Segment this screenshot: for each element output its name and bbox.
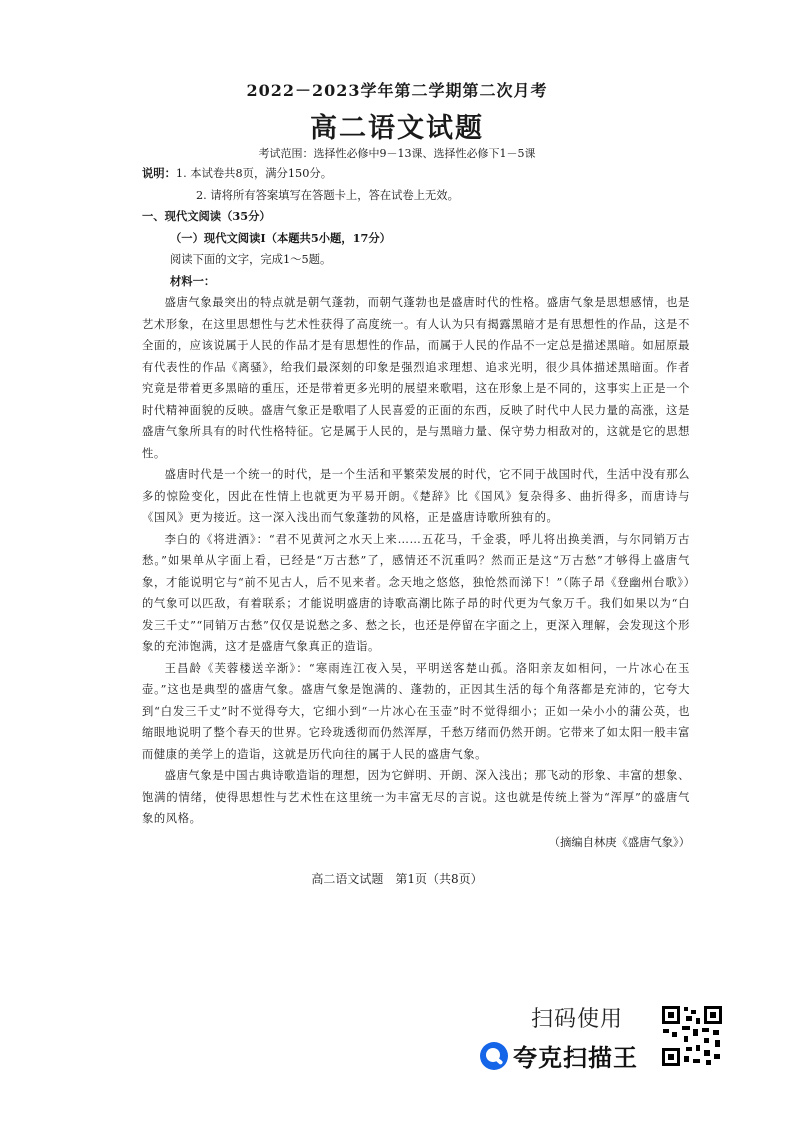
passage-paragraph-1: 盛唐气象最突出的特点就是朝气蓬勃，而朝气蓬勃也是盛唐时代的性格。盛唐气象是思想感情，也是艺术形象，在这里思想性与艺术性获得了高度统一。有人认为只有揭露黑暗才是有思想性的作品，这是不全面的，应该说属于人民的作品才是有思想性的作品，而属于人民的作品不一定总是描述黑暗。如屈原最有代表性的作品《离骚》，给我们最深刻的印象是强烈追求理想、追求光明，很少具体描述黑暗面。作者究竟是带着更多黑暗的重压，还是带着更多光明的展望来歌唱，这在形象上是不同的，这事实上正是一个时代精神面貌的反映。盛唐气象正是歌唱了人民喜爱的正面的东西，反映了时代中人民力量的高涨，这是盛唐气象所具有的时代性格特征。它是属于人民的，是与黑暗力量、保守势力相敌对的，这就是它的思想性。 [142, 296, 690, 460]
page-footer: 高二语文试题 第1页（共8页） [311, 872, 483, 886]
instructions-item-1 [142, 163, 690, 185]
quark-logo-icon [479, 1041, 509, 1071]
brand-row [479, 1038, 638, 1073]
passage-paragraph-2: 盛唐时代是一个统一的时代，是一个生活和平繁荣发展的时代，它不同于战国时代，生活中没有那么多的惊险变化，因此在性情上也就更为平易开朗。《楚辞》比《国风》复杂得多、曲折得多，而唐诗与《国风》更为接近。这一深入浅出而气象蓬勃的风格，正是盛唐诗歌所独有的。 [142, 468, 690, 524]
passage-source: （摘编自林庚《盛唐气象》） [548, 835, 690, 849]
qr-code-icon[interactable] [660, 1004, 724, 1068]
passage-paragraph-4: 王昌龄《芙蓉楼送辛渐》：“寒雨连江夜入吴，平明送客楚山孤。洛阳亲友如相问，一片冰心在玉壶。”这也是典型的盛唐气象。盛唐气象是饱满的、蓬勃的，正因其生活的每个角落都是充沛的，它夸大到“白发三千丈”时不觉得夸大，它细小到“一片冰心在玉壶”时不觉得细小；正如一朵小小的蒲公英，也缩眼地说明了整个春天的世界。它玲珑透彻而仍然浑厚，千愁万绪而仍然开朗。它带来了如太阳一般丰富而健康的美学上的造诣，这就是历代向往的属于人民的盛唐气象。 [142, 661, 690, 761]
passage [142, 292, 690, 830]
instructions-item-2: 2. 请将所有答案填写在答题卡上，答在试卷上无效。 [196, 188, 459, 202]
passage-paragraph-3: 李白的《将进酒》：“君不见黄河之水天上来……五花马，千金裘，呼儿将出换美酒，与尔同销万古愁。”如果单从字面上看，已经是“万古愁”了，感情还不沉重吗？然而正是这“万古愁”才够得上盛唐气象，才能说明它与“前不见古人，后不见来者。念天地之悠悠，独怆然而涕下！”（陈子昂《登幽州台歌》）的气象可以匹敌，有着联系；才能说明盛唐的诗歌高潮比陈子昂的时代更为气象万千。我们如果以为“白发三千丈”“同销万古愁”仅仅是说愁之多、愁之长，也还是停留在字面之上，更深入理解，会发现这个形象的充沛饱满，这才是盛唐气象真正的造诣。 [142, 532, 690, 653]
passage-paragraph-5: 盛唐气象是中国古典诗歌造诣的理想，因为它鲜明、开朗、深入浅出；那飞动的形象、丰富的想象、饱满的情绪，使得思想性与艺术性在这里统一为丰富无尽的言说。这也就是传统上誉为“浑厚”的盛唐气象的风格。 [142, 769, 690, 825]
page-title: 高二语文试题 [310, 113, 484, 144]
instructions-label: 说明： [142, 166, 176, 180]
exam-scope: 考试范围：选择性必修中9－13课、选择性必修下1－5课 [258, 147, 536, 160]
sub-section-heading: （一）现代文阅读Ⅰ（本题共5小题，17分） [170, 230, 391, 245]
scanner-watermark [479, 998, 724, 1078]
instructions-text-1: 1. 本试卷共8页，满分150分。 [175, 167, 332, 180]
reading-prompt: 阅读下面的文字，完成1～5题。 [170, 253, 332, 266]
material-label: 材料一： [170, 273, 216, 288]
scan-label: 扫码使用 [531, 1007, 624, 1032]
exam-period: 2022－2023学年第二学期第二次月考 [246, 81, 548, 100]
exam-content [142, 163, 690, 853]
brand-name: 夸克扫描王 [513, 1044, 638, 1072]
section-heading: 一、现代文阅读（35分） [142, 209, 271, 223]
